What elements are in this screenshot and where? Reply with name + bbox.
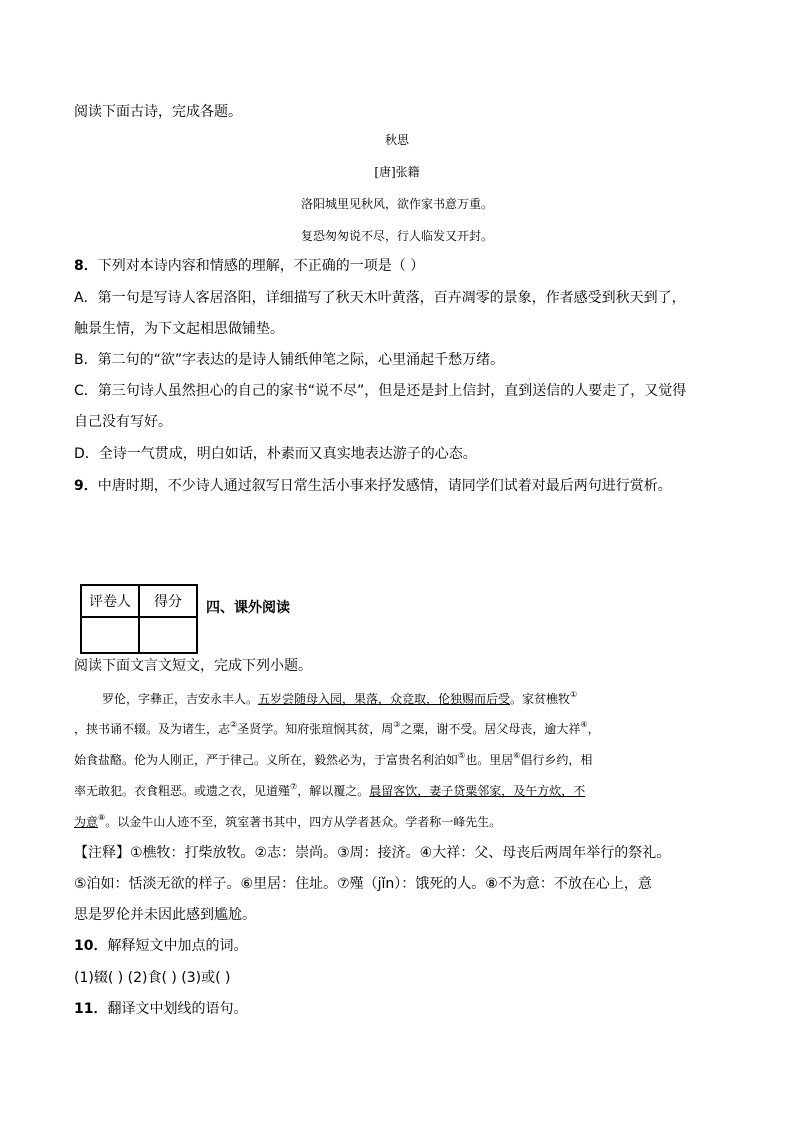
- question-10-number: 10．: [74, 938, 108, 954]
- option-c-line-1: C．第三句诗人虽然担心的自己的家书“说不尽”，但是还是封上信封，直到送信的人要走了，又觉得: [74, 383, 687, 399]
- question-11-stem: 翻译文中划线的语句。: [107, 1001, 248, 1017]
- note-ref-3: ③: [393, 720, 401, 729]
- question-10-stem: 解释短文中加点的词。: [107, 938, 248, 954]
- reading-intro: 阅读下面古诗，完成各题。: [74, 104, 242, 120]
- note-ref-4: ④: [580, 720, 588, 729]
- score-table-reviewer-header: 评卷人: [81, 585, 139, 617]
- question-8: [74, 256, 424, 276]
- notes-line-3: 思是罗伦并未因此感到尴尬。: [74, 907, 256, 923]
- option-b: B．第二句的“欲”字表达的是诗人铺纸伸笔之际，心里涌起千愁万绪。: [74, 352, 505, 368]
- question-8-number: 8．: [74, 258, 98, 274]
- passage-text: 始食盐酪。伦为人刚正，严于律己。义所在，毅然必为，于富贵名利泊如: [74, 753, 459, 767]
- poem-line-2: 复恐匆匆说不尽，行人临发又开封。: [300, 229, 493, 243]
- score-table-score-header: 得分: [139, 585, 197, 617]
- question-11-number: 11．: [74, 1001, 108, 1017]
- note-ref-2: ②: [230, 720, 238, 729]
- passage-text: 罗伦，字彝正，吉安永丰人。: [102, 692, 259, 706]
- poem-line-1: 洛阳城里见秋风，欲作家书意万重。: [300, 197, 493, 211]
- passage-line-2: [74, 719, 600, 739]
- passage-text: 倡行乡约，相: [520, 753, 593, 767]
- passage-text: 圣贤学。知府张瑄悯其贫，周: [237, 722, 394, 736]
- passage-text: 之粟，谢不受。居父母丧，逾大祥: [400, 722, 581, 736]
- underlined-sentence-1: 五岁尝随母入园，果落，众竞取，伦独赐而后受: [258, 692, 511, 706]
- question-10: [74, 936, 247, 956]
- question-9-stem: 中唐时期，不少诗人通过叙写日常生活小事来抒发感情，请同学们试着对最后两句进行赏析。: [97, 478, 672, 494]
- option-d: D．全诗一气贯成，明白如话，朴素而又真实地表达游子的心态。: [74, 446, 477, 462]
- note-ref-7: ⑦: [290, 782, 298, 791]
- passage-line-5: [74, 812, 501, 832]
- score-table: [80, 584, 198, 654]
- score-table-score-cell[interactable]: [139, 617, 197, 653]
- underlined-sentence-2-end: 为意: [74, 815, 99, 829]
- underlined-sentence-2: 晨留客饮，妻子贷粟邻家，及午方炊，不: [369, 784, 586, 798]
- note-ref-5: ⑤: [458, 751, 466, 760]
- notes-line-1: 【注释】①樵牧：打柴放牧。②志：崇尚。③周：接济。④大祥：父、母丧后两周年举行的祭礼。: [74, 845, 671, 861]
- question-10-blanks[interactable]: (1)辍( ) (2)食( ) (3)或( ): [74, 970, 231, 986]
- question-8-stem: 下列对本诗内容和情感的理解，不正确的一项是（ ）: [97, 258, 425, 274]
- note-ref-1: ①: [570, 690, 578, 699]
- score-table-reviewer-cell[interactable]: [81, 617, 139, 653]
- question-11: [74, 999, 247, 1019]
- passage-line-4: [74, 781, 585, 801]
- section-title: 四、课外阅读: [206, 600, 290, 616]
- passage-intro: 阅读下面文言文短文，完成下列小题。: [74, 658, 312, 674]
- option-a-line-2: 触景生情，为下文起相思做铺垫。: [74, 321, 284, 337]
- passage-text: 率无敢犯。衣食粗恶。或遗之衣，见道殣: [74, 784, 291, 798]
- note-ref-6: ⑥: [513, 751, 521, 760]
- note-ref-8: ⑧: [98, 813, 106, 822]
- passage-text: 。以金牛山人迹不至，筑室著书其中，四方从学者甚众。学者称一峰先生。: [105, 815, 502, 829]
- passage-text: ，: [587, 722, 600, 736]
- passage-text: 。家贫樵牧: [510, 692, 571, 706]
- poem-title: 秋思: [384, 133, 409, 147]
- question-9-number: 9．: [74, 478, 98, 494]
- passage-text: ，解以覆之。: [297, 784, 370, 798]
- question-9: [74, 476, 672, 496]
- option-c-line-2: 自己没有写好。: [74, 414, 172, 430]
- option-a-line-1: A．第一句是写诗人客居洛阳，详细描写了秋天木叶黄落，百卉凋零的景象，作者感受到秋天到了，: [74, 290, 686, 306]
- passage-line-3: [74, 750, 592, 770]
- notes-line-2: ⑤泊如：恬淡无欲的样子。⑥里居：住址。⑦殣（jǐn）：饿死的人。⑧不为意：不放在心上，意: [74, 876, 652, 892]
- passage-text: 也。里居: [465, 753, 514, 767]
- poem-author: [唐]张籍: [374, 165, 420, 179]
- passage-line-1: [102, 689, 577, 709]
- passage-text: ，挟书诵不辍。及为诸生，志: [74, 722, 231, 736]
